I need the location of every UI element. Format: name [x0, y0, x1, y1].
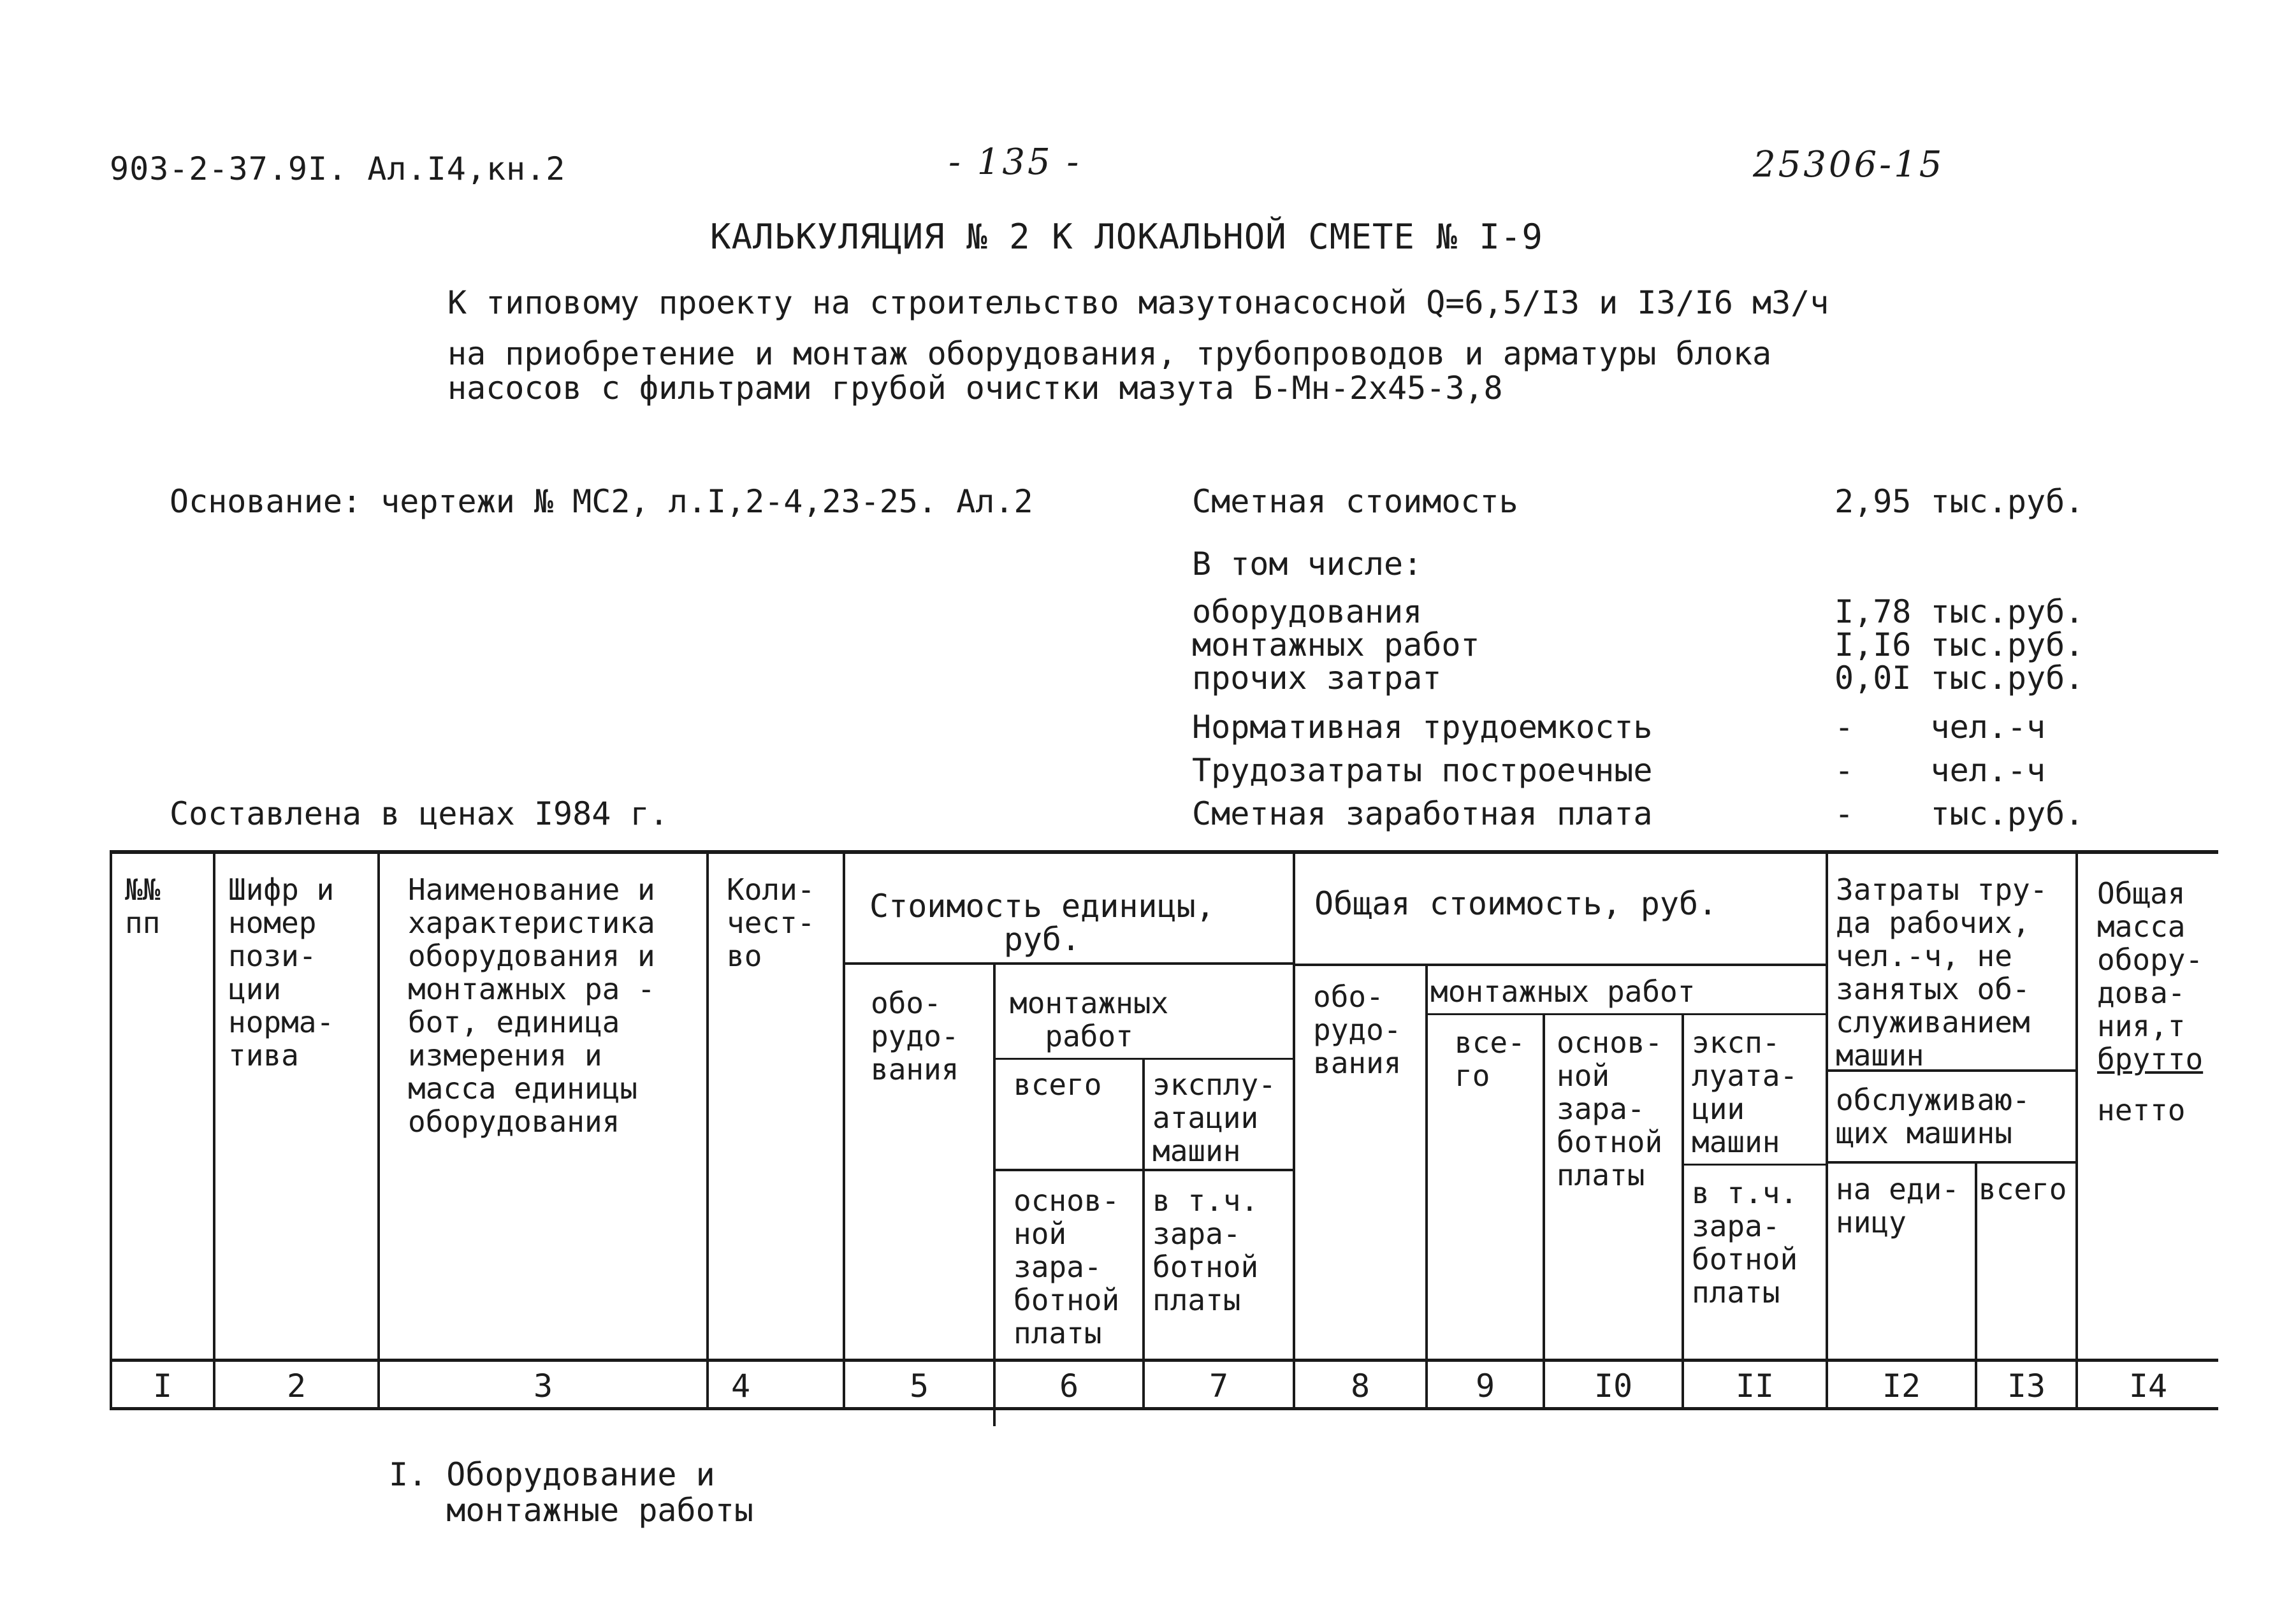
- header-mass-gross: брутто: [2097, 1042, 2204, 1076]
- header-labor: Затраты тру- да рабочих, чел.-ч, не занятых об- служиванием машин: [1836, 872, 2048, 1073]
- section-heading: I. Оборудование и монтажные работы: [389, 1456, 753, 1529]
- column-number: I3: [2007, 1368, 2046, 1405]
- prices-note: Составлена в ценах I984 г.: [170, 795, 669, 832]
- header-total-base-wage: основ- ной зара- ботной платы: [1557, 1025, 1663, 1192]
- table-vrule: [1425, 964, 1428, 1410]
- table-header-bottom: [110, 1359, 2218, 1362]
- page-number: - 135 -: [948, 141, 1082, 183]
- header-quantity: Коли- чест- во: [727, 872, 815, 973]
- table-rule: [843, 962, 1293, 965]
- header-labor-machine: обслуживаю- щих машины: [1836, 1083, 2030, 1150]
- header-mass-net: нетто: [2097, 1093, 2186, 1127]
- labor-norm-value: - чел.-ч: [1835, 709, 2046, 746]
- table-rule: [1682, 1164, 1826, 1166]
- header-unit-cost: Стоимость единицы, руб.: [869, 888, 1215, 958]
- header-total-machine-operation: эксп- луата- ции машин: [1692, 1025, 1798, 1159]
- header-unit-equipment: обо- рудо- вания: [871, 986, 959, 1087]
- table-vrule: [993, 964, 996, 1426]
- column-number: I0: [1594, 1368, 1633, 1405]
- header-mass: Общая масса обору- дова- ния,т: [2097, 876, 2204, 1043]
- column-number: 8: [1350, 1368, 1370, 1405]
- table-vrule: [1293, 850, 1295, 1410]
- table-vrule: [2075, 850, 2078, 1410]
- document-title: КАЛЬКУЛЯЦИЯ № 2 К ЛОКАЛЬНОЙ СМЕТЕ № I-9: [710, 217, 1543, 257]
- inventory-number: 25306-15: [1753, 144, 1945, 185]
- column-number: 9: [1475, 1368, 1495, 1405]
- estimated-cost-label: Сметная стоимость: [1192, 483, 1518, 520]
- column-number: 4: [730, 1368, 751, 1405]
- table-vrule: [213, 850, 215, 1410]
- breakdown-values: I,78 тыс.руб. I,I6 тыс.руб. 0,0I тыс.руб.: [1835, 593, 2084, 697]
- table-vrule: [1682, 1013, 1684, 1410]
- table-vrule: [843, 850, 845, 1410]
- header-name-description: Наименование и характеристика оборудования и монтажных ра - бот, единица измерения и масса единицы оборудования: [408, 872, 655, 1139]
- breakdown-labels: оборудования монтажных работ прочих затрат: [1192, 593, 1480, 697]
- column-number: 6: [1059, 1368, 1079, 1405]
- table-vrule: [1543, 1013, 1545, 1410]
- column-number: 5: [909, 1368, 929, 1405]
- header-total-equipment: обо- рудо- вания: [1313, 979, 1402, 1080]
- header-unit-install-total: всего: [1014, 1067, 1102, 1102]
- table-numbers-bottom: [110, 1407, 2218, 1410]
- including-label: В том числе:: [1192, 545, 1423, 582]
- header-labor-total: всего: [1979, 1172, 2067, 1206]
- column-number: I4: [2128, 1368, 2168, 1405]
- header-unit-install: монтажных работ: [1010, 986, 1169, 1053]
- header-unit-base-wage: основ- ной зара- ботной платы: [1014, 1183, 1120, 1350]
- table-rule: [1826, 1161, 2075, 1164]
- labor-norm-label: Нормативная трудоемкость: [1192, 709, 1653, 746]
- header-unit-machine-operation: эксплу- атации машин: [1152, 1067, 1276, 1168]
- column-number: I: [152, 1368, 173, 1405]
- wage-label: Сметная заработная плата: [1192, 795, 1653, 832]
- table-rule: [1293, 964, 1826, 966]
- table-vrule: [110, 850, 112, 1410]
- header-labor-per-unit: на еди- ницу: [1836, 1172, 1959, 1239]
- column-number: 2: [286, 1368, 307, 1405]
- labor-site-label: Трудозатраты построечные: [1192, 752, 1653, 789]
- subtitle-project: К типовому проекту на строительство мазутонасосной Q=6,5/I3 и I3/I6 м3/ч: [447, 284, 1829, 321]
- wage-value: - тыс.руб.: [1835, 795, 2084, 832]
- table-vrule: [706, 850, 709, 1410]
- subtitle-scope: на приобретение и монтаж оборудования, трубопроводов и арматуры блока насосов с фильтрами грубой очистки мазута Б-Мн-2х45-3,8: [447, 335, 1772, 407]
- table-vrule: [377, 850, 380, 1410]
- table-rule: [1425, 1013, 1826, 1015]
- header-row-number: №№ пп: [125, 872, 161, 940]
- column-number: 3: [533, 1368, 553, 1405]
- labor-site-value: - чел.-ч: [1835, 752, 2046, 789]
- table-top-border: [110, 850, 2218, 854]
- table-vrule: [1826, 850, 1828, 1410]
- column-number: II: [1735, 1368, 1775, 1405]
- header-total-install: монтажных работ: [1430, 974, 1696, 1009]
- basis-text: Основание: чертежи № МС2, л.I,2-4,23-25. Ал.2: [170, 483, 1033, 520]
- estimated-cost-value: 2,95 тыс.руб.: [1835, 483, 2084, 520]
- header-unit-including-wage: в т.ч. зара- ботной платы: [1152, 1183, 1259, 1317]
- header-total-cost: Общая стоимость, руб.: [1314, 885, 1718, 922]
- document-code: 903-2-37.9I. Ал.I4,кн.2: [110, 150, 566, 187]
- header-total-including-wage: в т.ч. зара- ботной платы: [1692, 1176, 1798, 1310]
- header-total-all: все- го: [1455, 1025, 1525, 1093]
- table-vrule: [1142, 1058, 1145, 1410]
- column-number: I2: [1882, 1368, 1921, 1405]
- column-number: 7: [1209, 1368, 1229, 1405]
- header-norm-code: Шифр и номер пози- ции норма- тива: [228, 872, 335, 1073]
